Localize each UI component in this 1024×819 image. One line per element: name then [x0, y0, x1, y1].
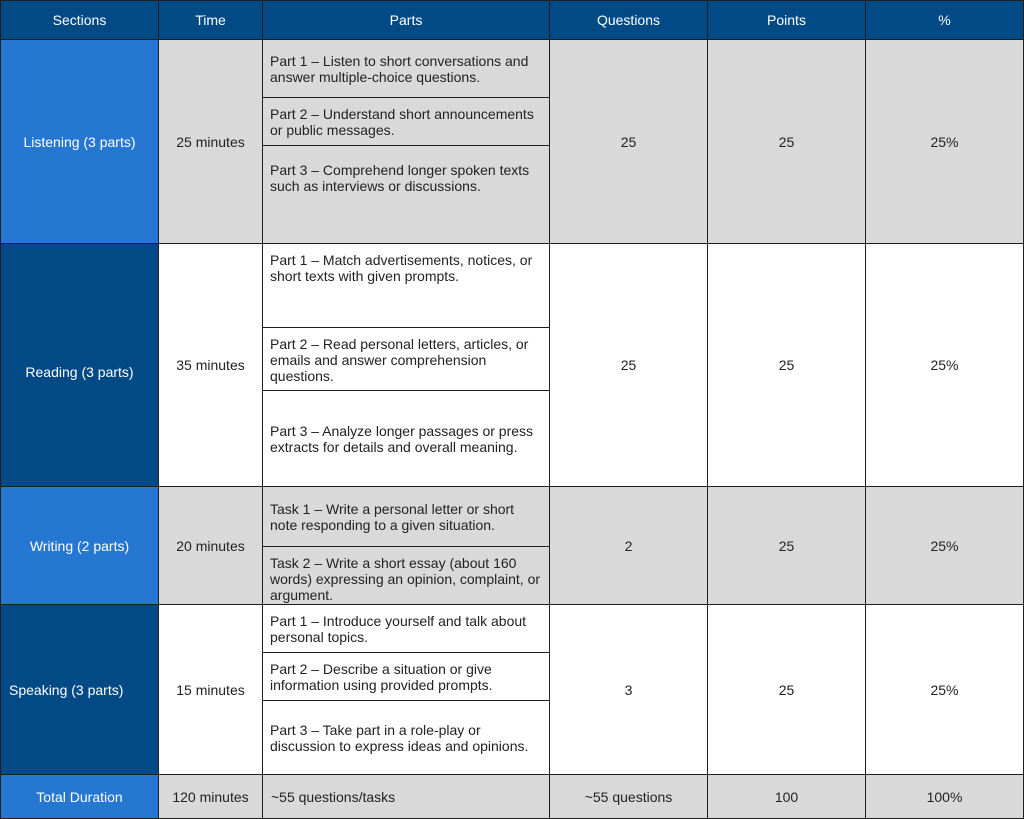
parts-total: ~55 questions/tasks [262, 774, 550, 819]
header-parts: Parts [262, 0, 550, 40]
points-total: 100 [707, 774, 866, 819]
part-speaking-2: Part 2 – Describe a situation or give information using provided prompts. [262, 652, 550, 701]
part-listening-1: Part 1 – Listen to short conversations and answer multiple-choice questions. [262, 39, 550, 98]
questions-listening: 25 [549, 39, 708, 244]
part-listening-2: Part 2 – Understand short announcements or public messages. [262, 97, 550, 146]
points-reading: 25 [707, 243, 866, 487]
time-reading: 35 minutes [158, 243, 263, 487]
points-listening: 25 [707, 39, 866, 244]
time-writing: 20 minutes [158, 486, 263, 605]
percent-writing: 25% [865, 486, 1024, 605]
section-speaking: Speaking (3 parts) [0, 604, 159, 775]
section-reading: Reading (3 parts) [0, 243, 159, 487]
part-listening-3: Part 3 – Comprehend longer spoken texts such as interviews or discussions. [262, 145, 550, 244]
part-writing-2: Task 2 – Write a short essay (about 160 words) expressing an opinion, complaint, or argument. [262, 546, 550, 605]
header-sections: Sections [0, 0, 159, 40]
section-writing: Writing (2 parts) [0, 486, 159, 605]
part-speaking-3: Part 3 – Take part in a role-play or discussion to express ideas and opinions. [262, 700, 550, 775]
points-writing: 25 [707, 486, 866, 605]
header-points: Points [707, 0, 866, 40]
percent-listening: 25% [865, 39, 1024, 244]
section-listening: Listening (3 parts) [0, 39, 159, 244]
part-writing-1: Task 1 – Write a personal letter or short note responding to a given situation. [262, 486, 550, 547]
questions-writing: 2 [549, 486, 708, 605]
percent-reading: 25% [865, 243, 1024, 487]
points-speaking: 25 [707, 604, 866, 775]
questions-total: ~55 questions [549, 774, 708, 819]
questions-speaking: 3 [549, 604, 708, 775]
part-reading-2: Part 2 – Read personal letters, articles, or emails and answer comprehension questions. [262, 327, 550, 391]
part-reading-1: Part 1 – Match advertisements, notices, or short texts with given prompts. [262, 243, 550, 328]
header-time: Time [158, 0, 263, 40]
percent-speaking: 25% [865, 604, 1024, 775]
part-reading-3: Part 3 – Analyze longer passages or press extracts for details and overall meaning. [262, 390, 550, 487]
percent-total: 100% [865, 774, 1024, 819]
header-percent: % [865, 0, 1024, 40]
time-listening: 25 minutes [158, 39, 263, 244]
section-total: Total Duration [0, 774, 159, 819]
time-total: 120 minutes [158, 774, 263, 819]
questions-reading: 25 [549, 243, 708, 487]
part-speaking-1: Part 1 – Introduce yourself and talk about personal topics. [262, 604, 550, 653]
time-speaking: 15 minutes [158, 604, 263, 775]
header-questions: Questions [549, 0, 708, 40]
